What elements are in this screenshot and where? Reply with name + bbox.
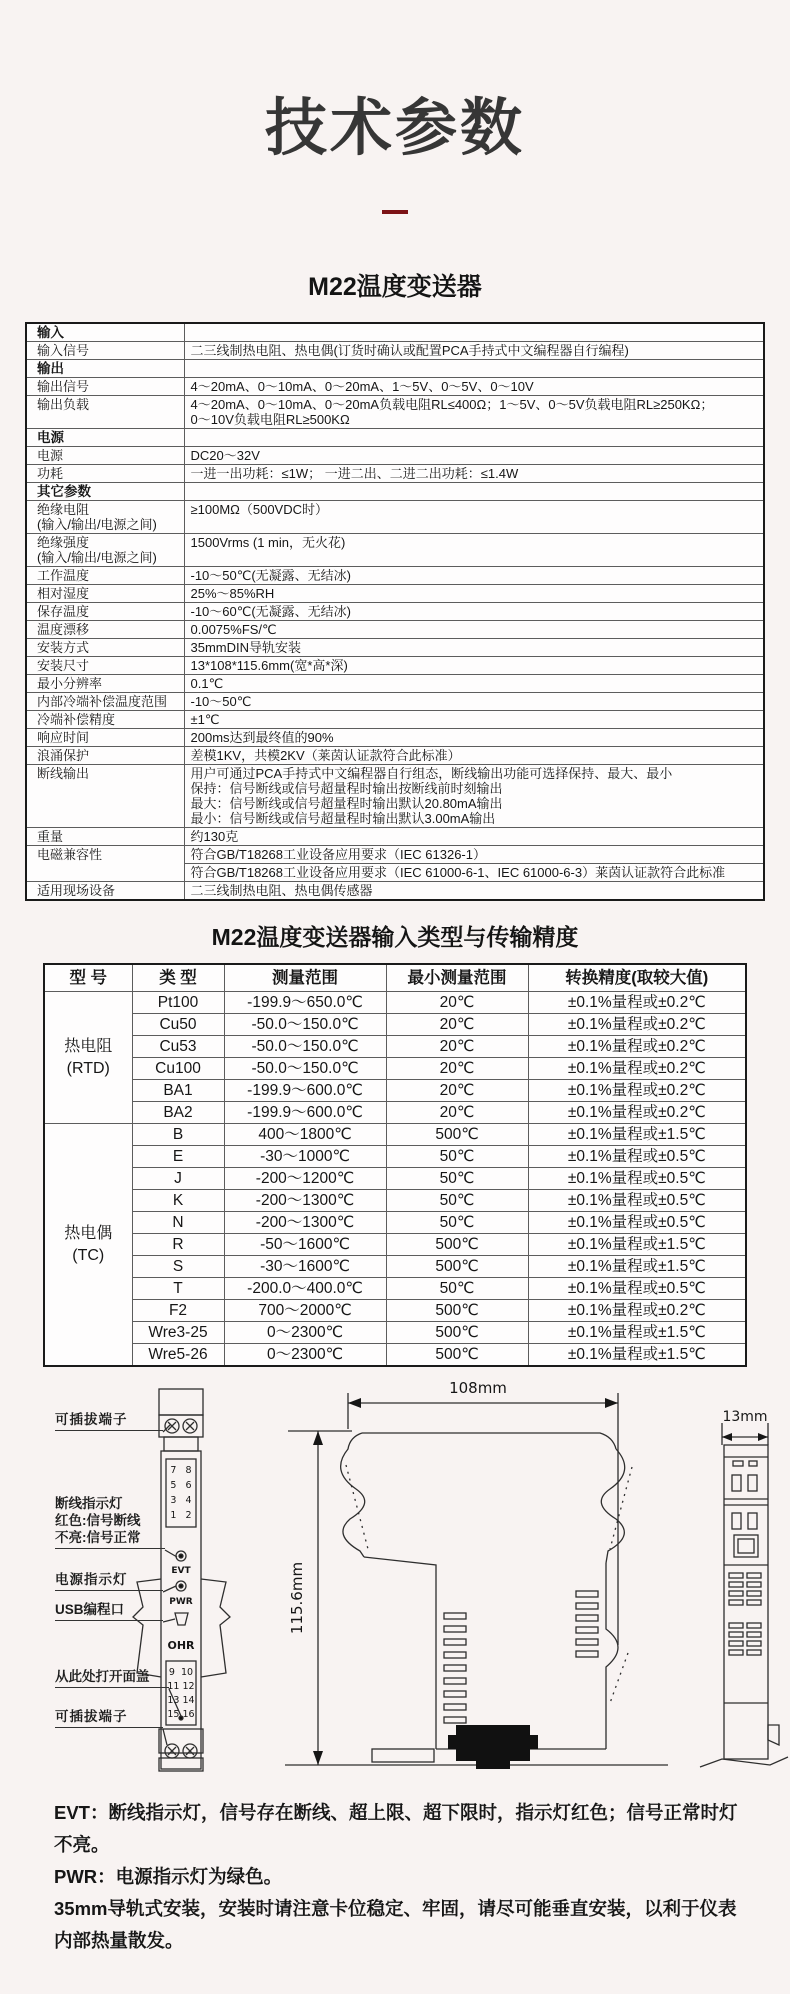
accuracy-cell: Cu100	[132, 1058, 224, 1080]
spec-label: 内部冷端补偿温度范围	[26, 693, 184, 711]
spec-row	[26, 765, 764, 828]
spec-value: 符合GB/T18268工业设备应用要求（IEC 61000-6-1、IEC 61000-6-3）莱茵认证款符合此标准	[184, 864, 764, 882]
accuracy-cell: -50.0～150.0℃	[224, 1014, 386, 1036]
spec-label: 电源	[26, 447, 184, 465]
accuracy-row	[44, 1058, 746, 1080]
spec-row	[26, 621, 764, 639]
spec-value: 符合GB/T18268工业设备应用要求（IEC 61326-1）	[184, 846, 764, 864]
spec-value: ≥100MΩ（500VDC时）	[184, 501, 764, 534]
brand-logo: OHR	[167, 1639, 195, 1652]
sensor-group-label: 热电偶 (TC)	[44, 1124, 132, 1367]
accuracy-cell: -50.0～150.0℃	[224, 1058, 386, 1080]
spec-row	[26, 567, 764, 585]
spec-value: 约130克	[184, 828, 764, 846]
accuracy-cell: -200～1300℃	[224, 1212, 386, 1234]
spec-label: 相对湿度	[26, 585, 184, 603]
accuracy-row	[44, 1344, 746, 1367]
spec-value: 1500Vrms (1 min，无火花)	[184, 534, 764, 567]
terminal-numbers-top	[170, 1465, 191, 1521]
svg-text:7 8: 7 8	[170, 1465, 192, 1476]
accuracy-cell: ±0.1%量程或±0.2℃	[528, 1058, 746, 1080]
title-underline-dash	[382, 210, 408, 214]
spec-value: -10～50℃(无凝露、无结冰)	[184, 567, 764, 585]
dimension-label-height: 115.6mm	[288, 1561, 306, 1635]
spec-row	[26, 465, 764, 483]
accuracy-cell: E	[132, 1146, 224, 1168]
accuracy-cell: -199.9～650.0℃	[224, 992, 386, 1014]
spec-value: 35mmDIN导轨安装	[184, 639, 764, 657]
accuracy-cell: 0～2300℃	[224, 1344, 386, 1367]
accuracy-row	[44, 1278, 746, 1300]
spec-row	[26, 501, 764, 534]
spec-value: 13*108*115.6mm(宽*高*深)	[184, 657, 764, 675]
accuracy-cell: 500℃	[386, 1234, 528, 1256]
accuracy-row	[44, 1168, 746, 1190]
spec-row	[26, 747, 764, 765]
accuracy-header-cell: 类 型	[132, 964, 224, 992]
accuracy-cell: Cu53	[132, 1036, 224, 1058]
spec-label: 电磁兼容性	[26, 846, 184, 882]
spec-value: 0.1℃	[184, 675, 764, 693]
diagram-callout: 可插拔端子	[55, 1411, 163, 1431]
spec-label: 输入信号	[26, 342, 184, 360]
accuracy-table	[43, 963, 747, 1367]
accuracy-table-title: M22温度变送器输入类型与传输精度	[211, 924, 579, 950]
accuracy-cell: ±0.1%量程或±0.5℃	[528, 1168, 746, 1190]
spec-label: 适用现场设备	[26, 882, 184, 901]
accuracy-cell: -200.0～400.0℃	[224, 1278, 386, 1300]
accuracy-cell: BA2	[132, 1102, 224, 1124]
spec-label: 功耗	[26, 465, 184, 483]
accuracy-cell: 500℃	[386, 1300, 528, 1322]
pwr-led-label: PWR	[169, 1597, 193, 1607]
spec-label: 电源	[26, 429, 184, 447]
sensor-group-label: 热电阻 (RTD)	[44, 992, 132, 1124]
spec-label: 最小分辨率	[26, 675, 184, 693]
din-clip	[448, 1725, 538, 1769]
spec-row	[26, 729, 764, 747]
accuracy-cell: 500℃	[386, 1124, 528, 1146]
accuracy-cell: 500℃	[386, 1256, 528, 1278]
accuracy-cell: Cu50	[132, 1014, 224, 1036]
accuracy-cell: ±0.1%量程或±0.2℃	[528, 1080, 746, 1102]
svg-text:5 6: 5 6	[170, 1480, 192, 1491]
usb-port-icon	[175, 1613, 188, 1625]
spec-row	[26, 396, 764, 429]
accuracy-row	[44, 1212, 746, 1234]
accuracy-row	[44, 1146, 746, 1168]
spec-value: 200ms达到最终值的90%	[184, 729, 764, 747]
spec-row	[26, 846, 764, 864]
accuracy-header-cell: 测量范围	[224, 964, 386, 992]
accuracy-cell: 500℃	[386, 1344, 528, 1367]
accuracy-cell: 50℃	[386, 1146, 528, 1168]
notes	[54, 1797, 750, 1957]
spec-value	[184, 429, 764, 447]
spec-label: 绝缘电阻 (输入/输出/电源之间)	[26, 501, 184, 534]
spec-value	[184, 483, 764, 501]
accuracy-cell: B	[132, 1124, 224, 1146]
svg-text:13 14: 13 14	[167, 1695, 195, 1706]
spec-row	[26, 323, 764, 342]
spec-row	[26, 711, 764, 729]
accuracy-cell: 50℃	[386, 1212, 528, 1234]
spec-row	[26, 429, 764, 447]
accuracy-header-cell: 型 号	[44, 964, 132, 992]
spec-label: 响应时间	[26, 729, 184, 747]
accuracy-cell: -30～1600℃	[224, 1256, 386, 1278]
spec-label: 保存温度	[26, 603, 184, 621]
accuracy-cell: ±0.1%量程或±1.5℃	[528, 1234, 746, 1256]
spec-value: -10～50℃	[184, 693, 764, 711]
dimension-label-depth: 13mm	[722, 1409, 768, 1425]
accuracy-cell: 50℃	[386, 1278, 528, 1300]
accuracy-cell: 20℃	[386, 1080, 528, 1102]
spec-label: 重量	[26, 828, 184, 846]
accuracy-cell: 700～2000℃	[224, 1300, 386, 1322]
dimension-diagrams	[0, 1373, 790, 1783]
accuracy-cell: ±0.1%量程或±1.5℃	[528, 1322, 746, 1344]
accuracy-cell: ±0.1%量程或±0.5℃	[528, 1278, 746, 1300]
accuracy-cell: ±0.1%量程或±0.2℃	[528, 1036, 746, 1058]
evt-led-label: EVT	[171, 1566, 191, 1576]
section-title-transmitter: M22温度变送器	[308, 273, 482, 301]
diagram-callout: 从此处打开面盖	[55, 1668, 169, 1688]
accuracy-row	[44, 1256, 746, 1278]
accuracy-cell: N	[132, 1212, 224, 1234]
spec-value	[184, 323, 764, 342]
accuracy-cell: ±0.1%量程或±0.5℃	[528, 1146, 746, 1168]
spec-row	[26, 657, 764, 675]
accuracy-cell: ±0.1%量程或±1.5℃	[528, 1256, 746, 1278]
accuracy-row	[44, 1102, 746, 1124]
accuracy-cell: 400～1800℃	[224, 1124, 386, 1146]
accuracy-row	[44, 1322, 746, 1344]
spec-value: 25%～85%RH	[184, 585, 764, 603]
accuracy-cell: -50～1600℃	[224, 1234, 386, 1256]
spec-label: 工作温度	[26, 567, 184, 585]
spec-value: 0.0075%FS/℃	[184, 621, 764, 639]
spec-label: 绝缘强度 (输入/输出/电源之间)	[26, 534, 184, 567]
accuracy-cell: -200～1200℃	[224, 1168, 386, 1190]
page-title: 技术参数	[264, 94, 525, 163]
spec-row	[26, 639, 764, 657]
spec-value: ±1℃	[184, 711, 764, 729]
accuracy-cell: T	[132, 1278, 224, 1300]
accuracy-row	[44, 1036, 746, 1058]
accuracy-header-row	[44, 964, 746, 992]
accuracy-row	[44, 1234, 746, 1256]
spec-row	[26, 378, 764, 396]
spec-value: 二三线制热电阻、热电偶传感器	[184, 882, 764, 901]
spec-row	[26, 585, 764, 603]
diagram-callout: USB编程口	[55, 1601, 163, 1621]
spec-label: 安装方式	[26, 639, 184, 657]
spec-value: 用户可通过PCA手持式中文编程器自行组态，断线输出功能可选择保持、最大、最小 保持：信号断线或信号超量程时输出按断线前时刻输出 最大：信号断线或信号超量程时输出默认20.80mA输出 最小：信号断线或信号超量程时输出默认3.00mA输出	[184, 765, 764, 828]
diagram-callout: 可插拔端子	[55, 1708, 163, 1728]
spec-row	[26, 603, 764, 621]
accuracy-cell: ±0.1%量程或±0.5℃	[528, 1212, 746, 1234]
accuracy-cell: F2	[132, 1300, 224, 1322]
spec-label: 输出信号	[26, 378, 184, 396]
svg-text:9 10: 9 10	[168, 1667, 194, 1678]
accuracy-cell: -199.9～600.0℃	[224, 1102, 386, 1124]
accuracy-cell: -30～1000℃	[224, 1146, 386, 1168]
spec-label: 温度漂移	[26, 621, 184, 639]
note-evt: EVT：断线指示灯，信号存在断线、超上限、超下限时，指示灯红色；信号正常时灯不亮。	[54, 1802, 738, 1855]
accuracy-row	[44, 1190, 746, 1212]
spec-value: 二三线制热电阻、热电偶(订货时确认或配置PCA手持式中文编程器自行编程)	[184, 342, 764, 360]
accuracy-cell: ±0.1%量程或±0.2℃	[528, 1102, 746, 1124]
accuracy-cell: ±0.1%量程或±0.5℃	[528, 1190, 746, 1212]
accuracy-cell: ±0.1%量程或±0.2℃	[528, 992, 746, 1014]
accuracy-cell: 20℃	[386, 1014, 528, 1036]
accuracy-cell: Wre5-26	[132, 1344, 224, 1367]
vent-slots	[444, 1591, 598, 1723]
spec-row	[26, 447, 764, 465]
spec-label: 输出负载	[26, 396, 184, 429]
accuracy-cell: S	[132, 1256, 224, 1278]
spec-label: 输出	[26, 360, 184, 378]
diagram-callout: 断线指示灯 红色:信号断线 不亮:信号正常	[55, 1495, 165, 1549]
spec-label: 断线输出	[26, 765, 184, 828]
spec-row	[26, 693, 764, 711]
diagram-callout: 电源指示灯	[55, 1571, 163, 1591]
accuracy-cell: R	[132, 1234, 224, 1256]
accuracy-cell: ±0.1%量程或±0.2℃	[528, 1300, 746, 1322]
spec-value: 4～20mA、0～10mA、0～20mA、1～5V、0～5V、0～10V	[184, 378, 764, 396]
accuracy-cell: 20℃	[386, 992, 528, 1014]
accuracy-cell: -50.0～150.0℃	[224, 1036, 386, 1058]
spec-value: 4～20mA、0～10mA、0～20mA负载电阻RL≤400Ω；1～5V、0～5V负载电阻RL≥250KΩ； 0～10V负载电阻RL≥500KΩ	[184, 396, 764, 429]
accuracy-cell: Wre3-25	[132, 1322, 224, 1344]
spec-value: -10～60℃(无凝露、无结冰)	[184, 603, 764, 621]
accuracy-row	[44, 1080, 746, 1102]
module-side-view	[285, 1393, 668, 1769]
spec-row	[26, 360, 764, 378]
spec-row	[26, 675, 764, 693]
spec-label: 输入	[26, 323, 184, 342]
accuracy-cell: ±0.1%量程或±0.2℃	[528, 1014, 746, 1036]
spec-label: 浪涌保护	[26, 747, 184, 765]
spec-row	[26, 534, 764, 567]
accuracy-cell: 20℃	[386, 1058, 528, 1080]
svg-text:1 2: 1 2	[170, 1510, 192, 1521]
note-pwr: PWR：电源指示灯为绿色。	[54, 1866, 283, 1887]
accuracy-header-cell: 转换精度(取较大值)	[528, 964, 746, 992]
accuracy-cell: -199.9～600.0℃	[224, 1080, 386, 1102]
accuracy-cell: K	[132, 1190, 224, 1212]
din-rail-icon	[133, 1579, 230, 1677]
accuracy-cell: 50℃	[386, 1168, 528, 1190]
accuracy-row	[44, 992, 746, 1014]
spec-value: DC20～32V	[184, 447, 764, 465]
dimension-label-width: 108mm	[449, 1379, 507, 1397]
accuracy-row	[44, 1300, 746, 1322]
accuracy-cell: 500℃	[386, 1322, 528, 1344]
accuracy-cell: 50℃	[386, 1190, 528, 1212]
accuracy-cell: Pt100	[132, 992, 224, 1014]
spec-row	[26, 882, 764, 901]
spec-row	[26, 483, 764, 501]
accuracy-cell: BA1	[132, 1080, 224, 1102]
accuracy-cell: 20℃	[386, 1102, 528, 1124]
accuracy-cell: 0～2300℃	[224, 1322, 386, 1344]
svg-text:11 12: 11 12	[167, 1681, 195, 1692]
accuracy-row	[44, 1124, 746, 1146]
spec-row	[26, 342, 764, 360]
spec-label: 其它参数	[26, 483, 184, 501]
spec-value: 一进一出功耗：≤1W； 一进二出、二进二出功耗：≤1.4W	[184, 465, 764, 483]
accuracy-cell: J	[132, 1168, 224, 1190]
spec-value	[184, 360, 764, 378]
accuracy-row	[44, 1014, 746, 1036]
accuracy-cell: ±0.1%量程或±1.5℃	[528, 1344, 746, 1367]
spec-label: 冷端补偿精度	[26, 711, 184, 729]
spec-sheet-page	[0, 92, 790, 1994]
accuracy-cell: ±0.1%量程或±1.5℃	[528, 1124, 746, 1146]
module-edge-view	[700, 1423, 788, 1767]
svg-text:15 16: 15 16	[167, 1709, 195, 1720]
accuracy-header-cell: 最小测量范围	[386, 964, 528, 992]
spec-value: 差模1KV，共模2KV（莱茵认证款符合此标准）	[184, 747, 764, 765]
accuracy-cell: -200～1300℃	[224, 1190, 386, 1212]
spec-table	[25, 322, 765, 901]
svg-text:3 4: 3 4	[170, 1495, 192, 1506]
spec-label: 安装尺寸	[26, 657, 184, 675]
spec-row	[26, 828, 764, 846]
accuracy-cell: 20℃	[386, 1036, 528, 1058]
note-mounting: 35mm导轨式安装，安装时请注意卡位稳定、牢固，请尽可能垂直安装，以利于仪表内部热量散发。	[54, 1898, 737, 1951]
